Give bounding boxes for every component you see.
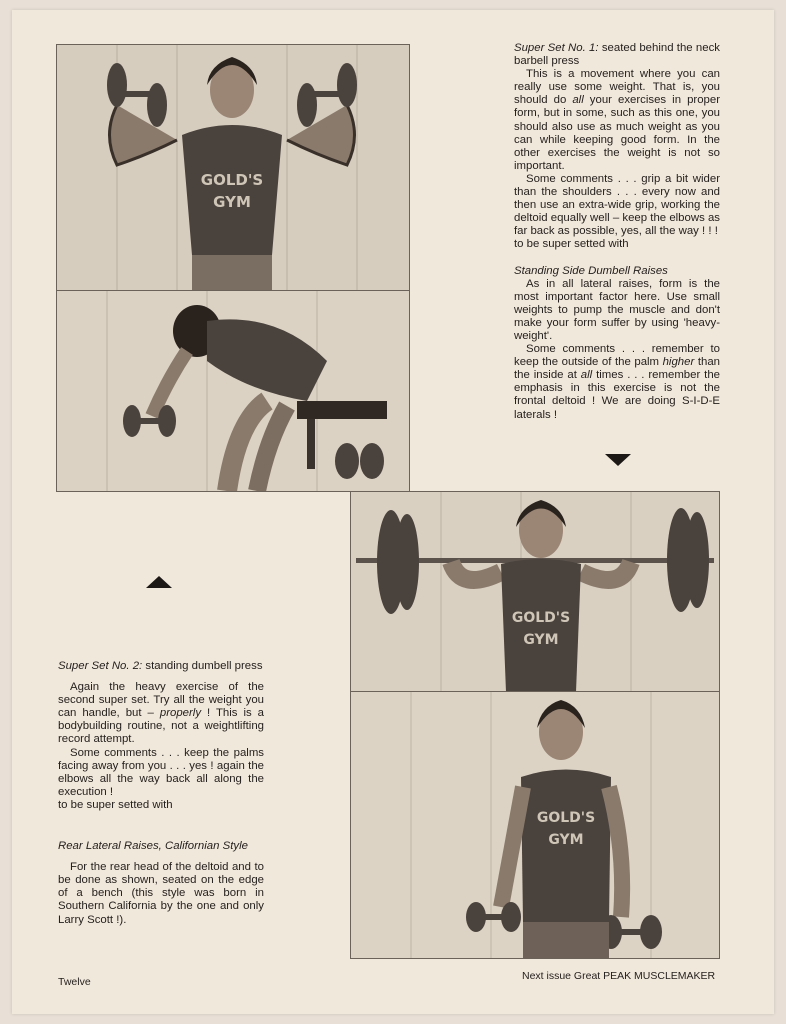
rear-raises-paragraph-1: For the rear head of the deltoid and to be done as shown, seated on the edge of a bench (this style was born in Southern California by the one and only Larry Scott !). (58, 861, 264, 926)
ss1-p1-a: This is a movement where you can really use some weight. That is, you should do (514, 68, 720, 107)
arrow-up-icon (146, 576, 172, 590)
shirt-text-6: GYM (548, 832, 584, 848)
side-raises-paragraph-1: As in all lateral raises, form is the most important factor here. Use small weights to pump the muscle and don't make your form suffer by using 'heavy-weight'. (514, 277, 720, 342)
side-raises-heading: Standing Side Dumbell Raises (514, 264, 668, 277)
side-raises-paragraph-2 (514, 343, 720, 422)
page-number: Twelve (58, 976, 91, 988)
side-p2-a: Some comments . . . remember to keep the outside of the palm (514, 343, 720, 369)
ss2-p1-a: Again the heavy exercise of the second super set. Try all the weight you can handle, but – (58, 681, 264, 720)
superset-2-paragraph-1 (58, 681, 264, 746)
photo-rear-lateral-raise (56, 290, 410, 492)
superset-2-paragraph-3: to be super setted with (58, 798, 173, 811)
ss1-p1-c: your exercises in proper form, but in some, such as this one, you should also use as much weight as you can while keeping good form. In the other exercises the weight is not so important. (514, 94, 720, 172)
superset-1-paragraph-2: Some comments . . . grip a bit wider than the shoulders . . . every now and then use an extra-wide grip, working the deltoid equally well – keep the elbows as far back as possible, yes, all the way ! ! ! (514, 172, 720, 238)
shirt-text-3: GOLD'S (511, 610, 571, 626)
superset-2-title: Super Set No. 2: (58, 660, 143, 672)
magazine-page (12, 10, 774, 1014)
side-p2-d: all (580, 369, 593, 382)
rear-raises-heading: Rear Lateral Raises, Californian Style (58, 840, 248, 853)
superset-1-heading (514, 42, 720, 68)
side-p2-b: higher (662, 356, 695, 369)
photo-standing-dumbbell-press (56, 44, 410, 292)
ss2-p1-b: properly (159, 707, 202, 720)
side-p2-e: times . . . remember the emphasis in this exercise is not the frontal deltoid ! We are doing S-I-D-E laterals ! (514, 369, 720, 421)
arrow-down-icon (605, 454, 631, 468)
right-column-text (514, 42, 720, 422)
superset-1-subtitle: seated behind the neck barbell press (514, 42, 720, 68)
left-column-text (58, 660, 264, 927)
superset-2-heading (58, 660, 264, 673)
superset-1-title: Super Set No. 1: (514, 42, 599, 54)
superset-1-paragraph-1 (514, 68, 720, 173)
shirt-text-4: GYM (523, 632, 559, 648)
photo-behind-neck-press (350, 491, 720, 693)
ss2-p1-c: ! This is a bodybuilding routine, not a weightlifting record attempt. (58, 707, 264, 746)
superset-1-paragraph-3: to be super setted with (514, 238, 629, 251)
ss1-p1-b: all (572, 94, 584, 107)
shirt-text-2: GYM (213, 193, 251, 211)
superset-2-paragraph-2: Some comments . . . keep the palms facing away from you . . . yes ! again the elbows all the way back all along the execution ! (58, 746, 264, 798)
superset-2-subtitle: standing dumbell press (142, 660, 263, 672)
side-p2-c: than the inside at (514, 356, 720, 382)
shirt-text-1: GOLD'S (200, 171, 264, 189)
shirt-text-5: GOLD'S (536, 810, 596, 826)
photo-side-dumbbell-raise (350, 691, 720, 959)
next-issue-note: Next issue Great PEAK MUSCLEMAKER (522, 970, 716, 982)
